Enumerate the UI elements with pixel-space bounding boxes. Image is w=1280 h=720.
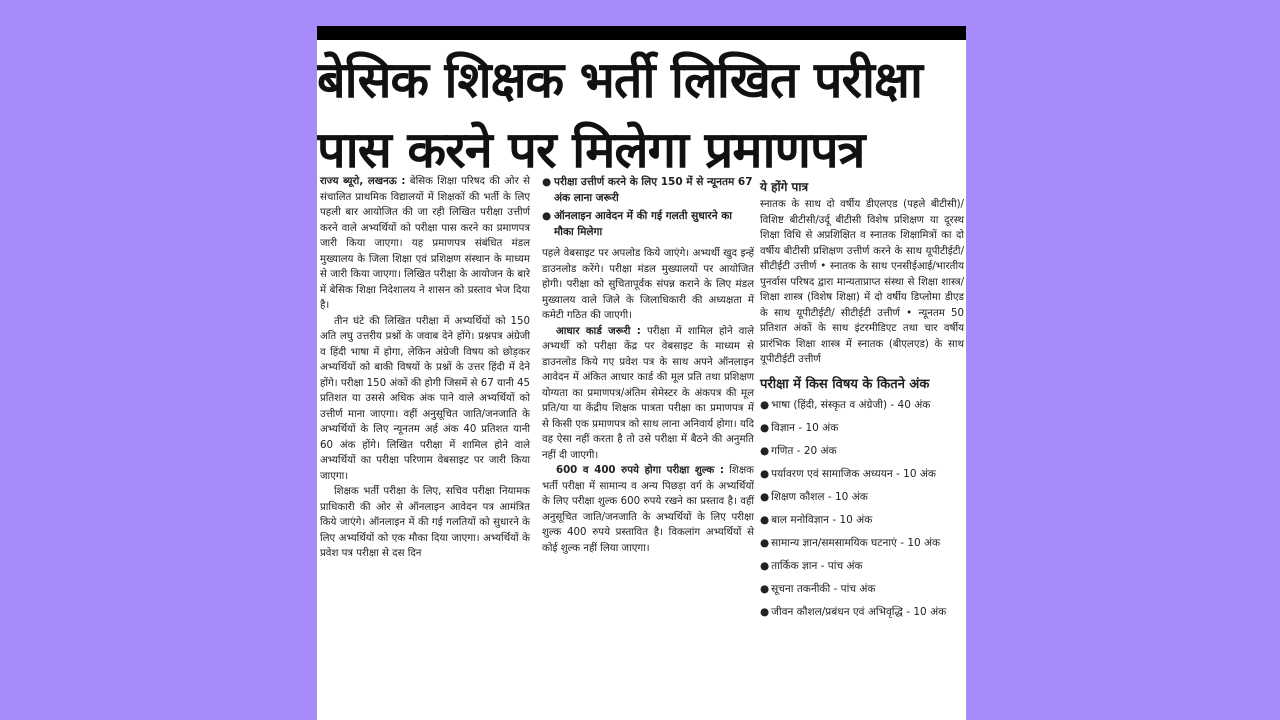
- subject-text: सामान्य ज्ञान/समसामयिक घटनाएं - 10 अंक: [771, 536, 941, 549]
- subject-item: [760, 421, 964, 436]
- bullet-icon: ●: [760, 467, 770, 480]
- byline: राज्य ब्यूरो, लखनऊ :: [320, 176, 406, 187]
- newspaper-clipping: [317, 26, 966, 720]
- paragraph: [542, 324, 754, 464]
- eligibility-heading: ये होंगे पात्र: [760, 180, 809, 194]
- bullet-icon: ●: [760, 398, 770, 411]
- paragraph: [542, 463, 754, 556]
- subject-text: पर्यावरण एवं सामाजिक अध्ययन - 10 अंक: [771, 467, 936, 480]
- bullet-icon: ●: [760, 421, 770, 434]
- subject-text: जीवन कौशल/प्रबंधन एवं अभिवृद्धि - 10 अंक: [771, 605, 947, 618]
- bullet-text: ऑनलाइन आवेदन में की गई गलती सुधारने का मौका मिलेगा: [554, 210, 732, 238]
- highlight-bullet: [542, 208, 754, 240]
- article-column-1: [320, 174, 530, 562]
- subject-list: [760, 398, 964, 620]
- paragraph: शिक्षक भर्ती परीक्षा के लिए, सचिव परीक्षा नियामक प्राधिकारी की ओर से ऑनलाइन आवेदन पत्र आमंत्रित किये जाएंगे। ऑनलाइन में की गई गलतियों को सुधारने के लिए अभ्यर्थियों को एक मौका दिया जाएगा। अभ्यर्थियों के प्रवेश पत्र परीक्षा से दस दिन: [320, 486, 530, 559]
- subject-item: [760, 444, 964, 459]
- subject-text: गणित - 20 अंक: [771, 444, 837, 457]
- eligibility-text: स्नातक के साथ दो वर्षीय डीएलएड (पहले बीटीसी)/विशिष्ट बीटीसी/उर्दू बीटीसी विशेष प्रशिक्षण या दूरस्थ शिक्षा विधि से अप्रशिक्षित व स्नातक शिक्षामित्रों का दो वर्षीय बीटीसी प्रशिक्षण उत्तीर्ण करने के साथ यूपीटीईटी/सीटीईटी उत्तीर्ण • स्नातक के साथ एनसीईआई/भारतीय पुनर्वास परिषद द्वारा मान्यताप्राप्त संस्था से शिक्षा शास्त्र/शिक्षा शास्त्र (विशेष शिक्षा) में दो वर्षीय डिप्लोमा डीएड के साथ यूपीटीईटी/ सीटीईटी उत्तीर्ण • न्यूनतम 50 प्रतिशत अंकों के साथ इंटरमीडिएट तथा चार वर्षीय प्रारंभिक शिक्षा शास्त्र में स्नातक (बीएलएड) के साथ यूपीटीईटी उत्तीर्ण: [760, 199, 964, 365]
- subject-text: तार्किक ज्ञान - पांच अंक: [771, 559, 863, 572]
- marks-heading: परीक्षा में किस विषय के कितने अंक: [760, 376, 930, 392]
- paragraph-text: बेसिक शिक्षा परिषद की ओर से संचालित प्राथमिक विद्यालयों में शिक्षकों की भर्ती के लिए पहली बार आयोजित की जा रही लिखित परीक्षा उत्तीर्ण करने वाले अभ्यर्थियों को परीक्षा पास करने का प्रमाणपत्र जारी किया जाएगा। यह प्रमाणपत्र संबंधित मंडल मुख्यालय के जिला शिक्षा एवं प्रशिक्षण संस्थान के माध्यम से जारी किया जाएगा। लिखित परीक्षा के आयोजन के बारे में बेसिक शिक्षा निदेशालय ने शासन को प्रस्ताव भेज दिया है।: [320, 176, 530, 311]
- bullet-icon: ●: [760, 444, 770, 457]
- subject-item: [760, 467, 964, 482]
- paragraph-text: परीक्षा में शामिल होने वाले अभ्यर्थी को परीक्षा केंद्र पर वेबसाइट के माध्यम से डाउनलोड किये गए प्रवेश पत्र के साथ अपने ऑनलाइन आवेदन में अंकित आधार कार्ड की मूल प्रति तथा प्रशिक्षण योग्यता का प्रमाणपत्र/अंतिम सेमेस्टर के अंकपत्र की मूल प्रति/या या केंद्रीय शिक्षक पात्रता परीक्षा का प्रमाणपत्र में से किसी एक प्रमाणपत्र को साथ लाना अनिवार्य होगा। यदि वह ऐसा नहीं करता है तो उसे परीक्षा में बैठने की अनुमति नहीं दी जाएगी।: [542, 325, 754, 461]
- subject-item: [760, 490, 964, 505]
- bullet-icon: ●: [760, 536, 770, 549]
- headline-line-2: पास करने पर मिलेगा प्रमाणपत्र: [317, 121, 865, 179]
- bullet-icon: ●: [760, 605, 770, 618]
- bullet-icon: ●: [760, 582, 770, 595]
- paragraph: [320, 174, 530, 314]
- highlight-bullet: [542, 174, 754, 206]
- article-column-2: [542, 174, 754, 556]
- subject-text: विज्ञान - 10 अंक: [771, 421, 839, 434]
- headline-line-1: बेसिक शिक्षक भर्ती लिखित परीक्षा: [317, 51, 922, 109]
- bullet-text: परीक्षा उत्तीर्ण करने के लिए 150 में से न्यूनतम 67 अंक लाना जरूरी: [554, 176, 753, 204]
- subject-text: सूचना तकनीकी - पांच अंक: [771, 582, 876, 595]
- paragraph: पहले वेबसाइट पर अपलोड किये जाएंगे। अभ्यर्थी खुद इन्हें डाउनलोड करेंगे। परीक्षा मंडल मुख्यालयों पर आयोजित होगी। परीक्षा को सुचितापूर्वक संपन्न कराने के लिए मंडल मुख्यालय वाले जिले के जिलाधिकारी की अध्यक्षता में कमेटी गठित की जाएगी।: [542, 248, 754, 321]
- bullet-icon: ●: [542, 210, 552, 222]
- bullet-icon: ●: [760, 513, 770, 526]
- subject-item: [760, 605, 964, 620]
- paragraph-text: शिक्षक भर्ती परीक्षा में सामान्य व अन्य पिछड़ा वर्ग के अभ्यर्थियों के लिए परीक्षा शुल्क 600 रुपये रखने का प्रस्ताव है। वहीं अनुसूचित जाति/जनजाति के अभ्यर्थियों के लिए परीक्षा शुल्क 400 रुपये प्रस्तावित है। विकलांग अभ्यर्थियों से कोई शुल्क नहीं लिया जाएगा।: [542, 465, 754, 554]
- paragraph: तीन घंटे की लिखित परीक्षा में अभ्यर्थियों को 150 अति लघु उत्तरीय प्रश्नों के जवाब देने होंगे। प्रश्नपत्र अंग्रेजी व हिंदी भाषा में होगा, लेकिन अंग्रेजी विषय को छोड़कर अभ्यर्थियों को बाकी विषयों के प्रश्नों के उत्तर हिंदी में देने होंगे। परीक्षा 150 अंकों की होगी जिसमें से 67 यानी 45 प्रतिशत या उससे अधिक अंक पाने वाले अभ्यर्थियों को उत्तीर्ण माना जाएगा। वहीं अनुसूचित जाति/जनजाति के अभ्यर्थियों के लिए न्यूनतम अर्ह अंक 40 प्रतिशत यानी 60 अंक होंगे। लिखित परीक्षा में शामिल होने वाले अभ्यर्थियों का परीक्षा परिणाम वेबसाइट पर जारी किया जाएगा।: [320, 315, 530, 482]
- subject-text: बाल मनोविज्ञान - 10 अंक: [771, 513, 873, 526]
- subject-item: [760, 513, 964, 528]
- bullet-icon: ●: [760, 559, 770, 572]
- subject-item: [760, 536, 964, 551]
- subheading: 600 व 400 रुपये होगा परीक्षा शुल्क :: [556, 465, 724, 476]
- subheading: आधार कार्ड जरूरी :: [556, 325, 641, 337]
- sidebar-column: [760, 174, 964, 628]
- bullet-icon: ●: [542, 176, 552, 188]
- top-rule: [317, 26, 966, 40]
- subject-item: [760, 398, 964, 413]
- subject-item: [760, 582, 964, 597]
- bullet-icon: ●: [760, 490, 770, 503]
- subject-text: भाषा (हिंदी, संस्कृत व अंग्रेजी) - 40 अंक: [771, 398, 931, 411]
- subject-item: [760, 559, 964, 574]
- subject-text: शिक्षण कौशल - 10 अंक: [771, 490, 868, 503]
